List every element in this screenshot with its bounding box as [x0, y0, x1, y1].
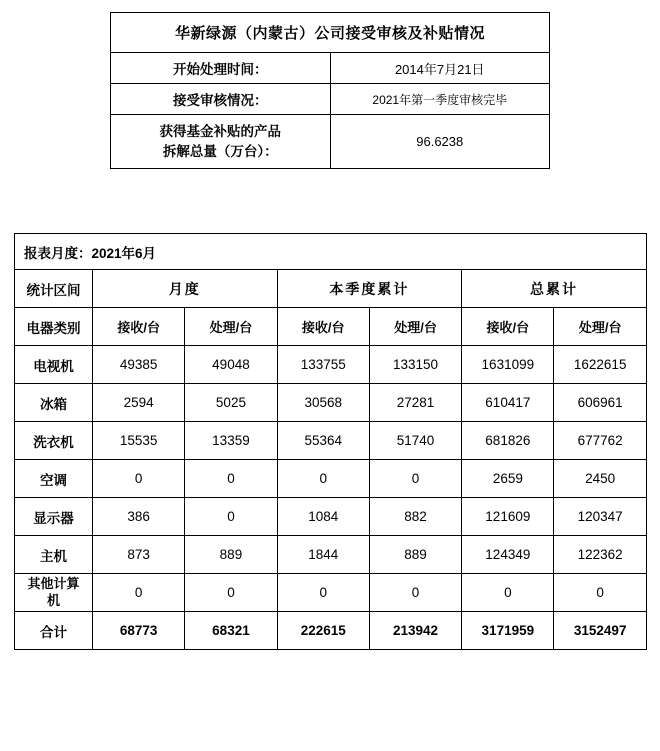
cell-value: 0 — [185, 498, 277, 536]
row-category — [15, 574, 93, 612]
row-category-line1: 其他计算 — [27, 575, 80, 591]
start-date-value: 2014年7月21日 — [330, 53, 550, 84]
cell-value: 55364 — [277, 422, 369, 460]
row-category: 合计 — [15, 612, 93, 650]
cell-value: 610417 — [462, 384, 554, 422]
cell-value: 0 — [277, 460, 369, 498]
cell-value: 13359 — [185, 422, 277, 460]
row-category: 空调 — [15, 460, 93, 498]
cell-value: 49385 — [93, 346, 185, 384]
sub-header-month-processed: 处理/台 — [185, 308, 277, 346]
cell-value: 122362 — [554, 536, 646, 574]
cell-value: 677762 — [554, 422, 646, 460]
group-header-month: 月度 — [93, 270, 278, 308]
row-category: 电视机 — [15, 346, 93, 384]
monthly-data-table-wrapper — [14, 233, 646, 650]
cell-value: 0 — [185, 460, 277, 498]
group-header-quarter: 本季度累计 — [277, 270, 462, 308]
cell-value: 386 — [93, 498, 185, 536]
cell-value: 133755 — [277, 346, 369, 384]
group-header-total: 总累计 — [462, 270, 647, 308]
cell-value: 222615 — [277, 612, 369, 650]
cell-value: 873 — [93, 536, 185, 574]
cell-value: 133150 — [369, 346, 461, 384]
cell-value: 213942 — [369, 612, 461, 650]
cell-value: 889 — [185, 536, 277, 574]
table-row-report-month — [15, 234, 647, 270]
table-row — [15, 460, 647, 498]
cell-value: 889 — [369, 536, 461, 574]
cell-value: 0 — [93, 574, 185, 612]
table-row-total — [15, 612, 647, 650]
table-row — [111, 53, 550, 84]
cell-value: 49048 — [185, 346, 277, 384]
category-header: 电器类别 — [15, 308, 93, 346]
cell-value: 68321 — [185, 612, 277, 650]
table-row-sub-header — [15, 308, 647, 346]
row-category: 洗衣机 — [15, 422, 93, 460]
cell-value: 2450 — [554, 460, 646, 498]
table-row — [15, 384, 647, 422]
cell-value: 124349 — [462, 536, 554, 574]
table-row — [111, 84, 550, 115]
sub-header-quarter-processed: 处理/台 — [369, 308, 461, 346]
cell-value: 1622615 — [554, 346, 646, 384]
row-category: 显示器 — [15, 498, 93, 536]
monthly-data-table — [14, 233, 647, 650]
cell-value: 30568 — [277, 384, 369, 422]
subsidy-total-label-line1: 获得基金补贴的产品 — [159, 124, 281, 139]
cell-value: 2594 — [93, 384, 185, 422]
table-row — [15, 498, 647, 536]
audit-summary-table-wrapper — [110, 12, 550, 169]
table-row — [15, 536, 647, 574]
row-category: 冰箱 — [15, 384, 93, 422]
cell-value: 882 — [369, 498, 461, 536]
sub-header-month-received: 接收/台 — [93, 308, 185, 346]
report-month: 报表月度：2021年6月 — [15, 234, 647, 270]
table-row — [15, 346, 647, 384]
cell-value: 15535 — [93, 422, 185, 460]
cell-value: 5025 — [185, 384, 277, 422]
subsidy-total-value: 96.6238 — [330, 115, 550, 169]
stat-range-header: 统计区间 — [15, 270, 93, 308]
table-row — [111, 115, 550, 169]
summary-title: 华新绿源（内蒙古）公司接受审核及补贴情况 — [111, 13, 550, 53]
cell-value: 2659 — [462, 460, 554, 498]
table-row — [15, 574, 647, 612]
table-row-group-header — [15, 270, 647, 308]
cell-value: 68773 — [93, 612, 185, 650]
cell-value: 3171959 — [462, 612, 554, 650]
cell-value: 1084 — [277, 498, 369, 536]
cell-value: 606961 — [554, 384, 646, 422]
row-category-line2: 机 — [46, 592, 60, 608]
cell-value: 51740 — [369, 422, 461, 460]
sub-header-total-processed: 处理/台 — [554, 308, 646, 346]
cell-value: 1631099 — [462, 346, 554, 384]
cell-value: 121609 — [462, 498, 554, 536]
row-category: 主机 — [15, 536, 93, 574]
cell-value: 27281 — [369, 384, 461, 422]
cell-value: 0 — [554, 574, 646, 612]
cell-value: 1844 — [277, 536, 369, 574]
sub-header-total-received: 接收/台 — [462, 308, 554, 346]
cell-value: 120347 — [554, 498, 646, 536]
start-date-label: 开始处理时间： — [111, 53, 331, 84]
audit-summary-table — [110, 12, 550, 169]
table-row — [111, 13, 550, 53]
cell-value: 0 — [185, 574, 277, 612]
subsidy-total-label — [111, 115, 331, 169]
cell-value: 0 — [277, 574, 369, 612]
cell-value: 681826 — [462, 422, 554, 460]
audit-status-label: 接受审核情况： — [111, 84, 331, 115]
table-row — [15, 422, 647, 460]
cell-value: 3152497 — [554, 612, 646, 650]
sub-header-quarter-received: 接收/台 — [277, 308, 369, 346]
cell-value: 0 — [462, 574, 554, 612]
audit-status-value: 2021年第一季度审核完毕 — [330, 84, 550, 115]
cell-value: 0 — [369, 574, 461, 612]
cell-value: 0 — [93, 460, 185, 498]
cell-value: 0 — [369, 460, 461, 498]
subsidy-total-label-line2: 拆解总量（万台）： — [162, 143, 278, 159]
